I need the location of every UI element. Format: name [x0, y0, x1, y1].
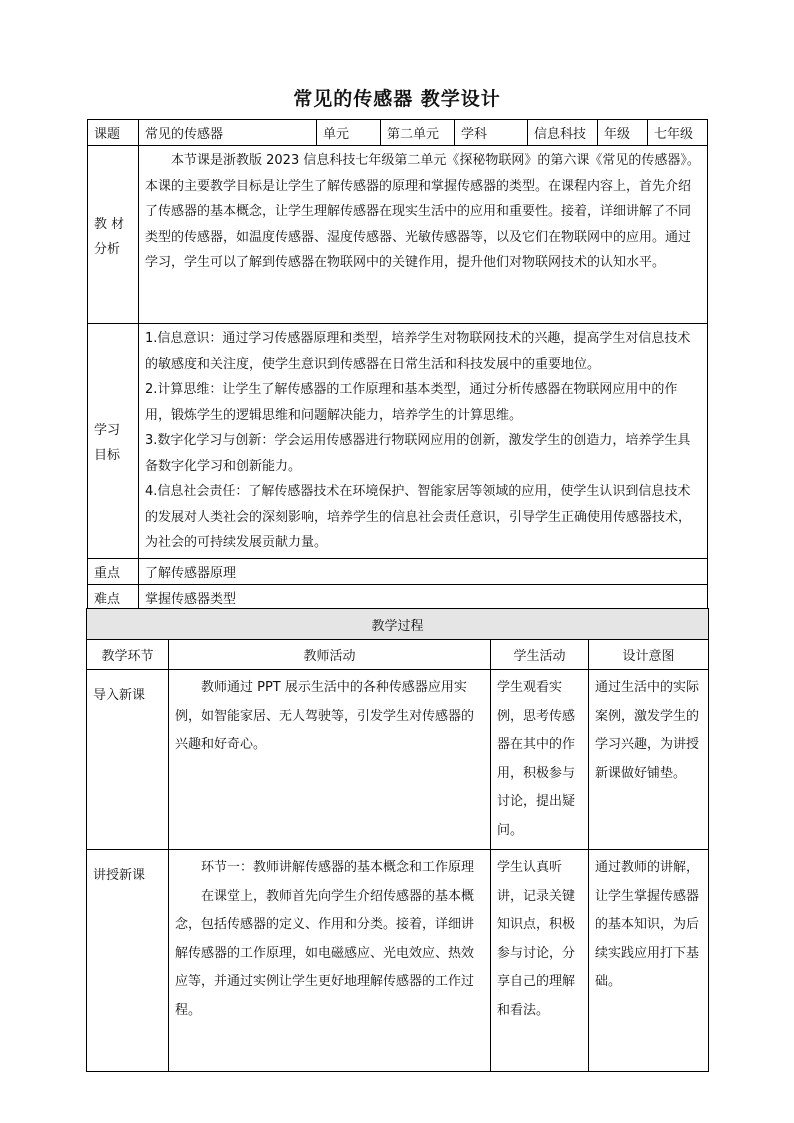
analysis-label-line-1: 教 材	[94, 216, 125, 232]
subject-label: 学科	[455, 120, 528, 146]
design-intent-cell: 通过教师的讲解，让学生掌握传感器的基本知识，为后续实践应用打下基础。	[589, 850, 709, 1072]
goals-cell	[139, 324, 708, 559]
teacher-activity-text: 环节一：教师讲解传感器的基本概念和工作原理	[201, 860, 475, 875]
analysis-label-line-2: 分析	[94, 241, 121, 257]
process-table	[86, 608, 709, 1072]
analysis-label	[88, 146, 139, 324]
stage-cell: 导入新课	[87, 670, 169, 850]
goals-label-line-2: 目标	[94, 447, 121, 463]
table-row	[87, 670, 709, 850]
difficulty-label: 难点	[88, 584, 139, 610]
column-header-stage: 教学环节	[87, 640, 169, 670]
teacher-activity-text: 教师通过 PPT 展示生活中的各种传感器应用实例，如智能家居、无人驾驶等，引发学生对传感器的兴趣和好奇心。	[175, 680, 475, 752]
course-label: 课题	[88, 120, 139, 146]
column-header-student: 学生活动	[491, 640, 589, 670]
student-activity-cell: 学生认真听讲，记录关键知识点，积极参与讨论，分享自己的理解和看法。	[491, 850, 589, 1072]
process-header: 教学过程	[87, 609, 709, 640]
teacher-activity-cell	[169, 670, 491, 850]
page-title: 常见的传感器 教学设计	[293, 88, 501, 110]
info-table	[87, 119, 708, 611]
design-intent-cell: 通过生活中的实际案例，激发学生的学习兴趣，为讲授新课做好铺垫。	[589, 670, 709, 850]
goals-label-line-1: 学习	[94, 422, 121, 438]
stage-cell: 讲授新课	[87, 850, 169, 1072]
grade-label: 年级	[598, 120, 648, 146]
unit-value: 第二单元	[381, 120, 455, 146]
analysis-text: 本节课是浙教版 2023 信息科技七年级第二单元《探秘物联网》的第六课《常见的传感器》。本课的主要教学目标是让学生了解传感器的原理和掌握传感器的类型。在课程内容上，首先介绍了传感器的基本概念，让学生理解传感器在现实生活中的应用和重要性。接着，详细讲解了不同类型的传感器，如温度传感器、湿度传感器、光敏传感器等，以及它们在物联网中的应用。通过学习，学生可以了解到传感器在物联网中的关键作用，提升他们对物联网技术的认知水平。	[145, 153, 700, 270]
grade-value: 七年级	[648, 120, 708, 146]
teacher-activity-cell	[169, 850, 491, 1072]
goal-item: 2.计算思维：让学生了解传感器的工作原理和基本类型，通过分析传感器在物联网应用中的作用，锻炼学生的逻辑思维和问题解决能力，培养学生的计算思维。	[145, 382, 678, 423]
goal-item: 3.数字化学习与创新：学会运用传感器进行物联网应用的创新，激发学生的创造力，培养学生具备数字化学习和创新能力。	[145, 433, 691, 474]
key-value: 了解传感器原理	[139, 558, 708, 584]
column-header-teacher: 教师活动	[169, 640, 491, 670]
student-activity-cell: 学生观看实例，思考传感器在其中的作用，积极参与讨论，提出疑问。	[491, 670, 589, 850]
teacher-activity-text: 在课堂上，教师首先向学生介绍传感器的基本概念，包括传感器的定义、作用和分类。接着，详细讲解传感器的工作原理，如电磁感应、光电效应、热效应等，并通过实例让学生更好地理解传感器的工作过程。	[175, 888, 475, 1018]
column-header-intent: 设计意图	[589, 640, 709, 670]
goals-label	[88, 324, 139, 559]
goal-item: 1.信息意识：通过学习传感器原理和类型，培养学生对物联网技术的兴趣，提高学生对信息技术的敏感度和关注度，使学生意识到传感器在日常生活和科技发展中的重要地位。	[145, 331, 691, 372]
course-value: 常见的传感器	[139, 120, 317, 146]
analysis-cell	[139, 146, 708, 324]
unit-label: 单元	[317, 120, 381, 146]
subject-value: 信息科技	[528, 120, 598, 146]
key-label: 重点	[88, 558, 139, 584]
table-row	[87, 850, 709, 1072]
difficulty-value: 掌握传感器类型	[139, 584, 708, 610]
goal-item: 4.信息社会责任：了解传感器技术在环境保护、智能家居等领域的应用，使学生认识到信息技术的发展对人类社会的深刻影响，培养学生的信息社会责任意识，引导学生正确使用传感器技术，为社会的可持续发展贡献力量。	[145, 484, 692, 550]
